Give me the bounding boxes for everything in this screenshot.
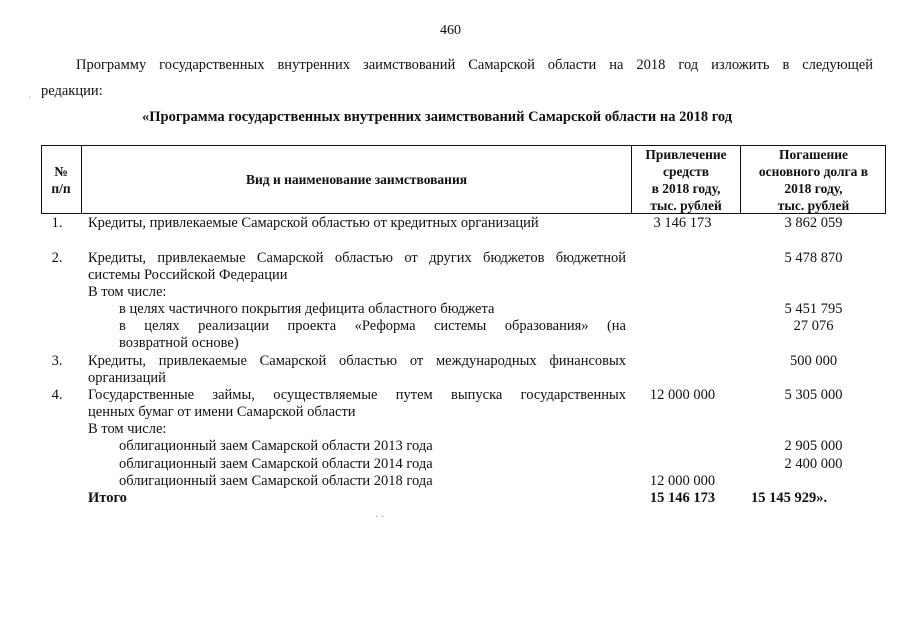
row-repayment: 5 305 000 bbox=[784, 387, 843, 403]
header-repayment bbox=[741, 145, 886, 214]
header-num bbox=[41, 145, 81, 214]
row-sub-name: облигационный заем Самарской области 2018 года bbox=[119, 473, 433, 489]
scan-speck: · · bbox=[375, 512, 385, 523]
in-that-label: В том числе: bbox=[88, 284, 167, 300]
header-repayment-line: Погашение bbox=[778, 146, 849, 162]
row-name: Кредиты, привлекаемые Самарской областью от кредитных организаций bbox=[88, 215, 539, 231]
header-repayment-line: тыс. рублей bbox=[777, 197, 850, 213]
intro-text-line1: Программу государственных внутренних заимствований Самарской области на 2018 год изложить в следующей bbox=[76, 57, 873, 73]
row-sub-name: облигационный заем Самарской области 2013 года bbox=[119, 438, 433, 454]
row-repayment: 5 451 795 bbox=[784, 301, 843, 317]
row-repayment: 5 478 870 bbox=[784, 250, 843, 266]
row-sub-name-line1: в целях реализации проекта «Реформа системы образования» (на bbox=[119, 318, 626, 334]
row-name-line1: Государственные займы, осуществляемые путем выпуска государственных bbox=[88, 387, 626, 403]
total-attraction: 15 146 173 bbox=[649, 490, 716, 506]
row-sub-name: в целях частичного покрытия дефицита областного бюджета bbox=[119, 301, 495, 317]
header-attraction-line: тыс. рублей bbox=[650, 197, 722, 213]
intro-text-line2: редакции: bbox=[41, 83, 103, 99]
row-attraction: 12 000 000 bbox=[649, 473, 716, 489]
row-attraction: 12 000 000 bbox=[649, 387, 716, 403]
row-repayment: 27 076 bbox=[793, 318, 834, 334]
row-repayment: 2 400 000 bbox=[784, 456, 843, 472]
in-that-label: В том числе: bbox=[88, 421, 167, 437]
row-name-line2: ценных бумаг от имени Самарской области bbox=[88, 404, 356, 420]
total-label: Итого bbox=[88, 490, 127, 506]
header-repayment-line: 2018 году, bbox=[784, 180, 843, 196]
header-repayment-line: основного долга в bbox=[758, 163, 869, 179]
program-title: «Программа государственных внутренних заимствований Самарской области на 2018 год bbox=[142, 109, 733, 125]
header-name: Вид и наименование заимствования bbox=[245, 172, 468, 187]
page-number: 460 bbox=[440, 23, 461, 38]
row-name-line1: Кредиты, привлекаемые Самарской областью от международных финансовых bbox=[88, 353, 626, 369]
total-repayment: 15 145 929». bbox=[751, 490, 828, 506]
row-sub-name: облигационный заем Самарской области 2014 года bbox=[119, 456, 433, 472]
row-repayment: 500 000 bbox=[789, 353, 838, 369]
header-attraction-line: Привлечение bbox=[645, 146, 727, 162]
header-num-symbol: № bbox=[54, 163, 68, 179]
row-name-line1: Кредиты, привлекаемые Самарской областью от других бюджетов бюджетной bbox=[88, 250, 626, 266]
row-sub-name-line2: возвратной основе) bbox=[119, 335, 239, 351]
row-name-line2: системы Российской Федерации bbox=[88, 267, 288, 283]
row-number: 4. bbox=[51, 387, 63, 403]
row-attraction: 3 146 173 bbox=[653, 215, 712, 231]
row-number: 3. bbox=[51, 353, 63, 369]
row-number: 1. bbox=[51, 215, 63, 231]
row-name-line2: организаций bbox=[88, 370, 166, 386]
row-repayment: 2 905 000 bbox=[784, 438, 843, 454]
row-repayment: 3 862 059 bbox=[784, 215, 843, 231]
header-num-abbr: п/п bbox=[51, 180, 71, 196]
scan-speck: · bbox=[28, 93, 32, 104]
table-header bbox=[41, 145, 886, 214]
row-number: 2. bbox=[51, 250, 63, 266]
header-attraction-line: в 2018 году, bbox=[651, 180, 721, 196]
header-attraction-line: средств bbox=[662, 163, 710, 179]
header-attraction bbox=[632, 145, 740, 214]
